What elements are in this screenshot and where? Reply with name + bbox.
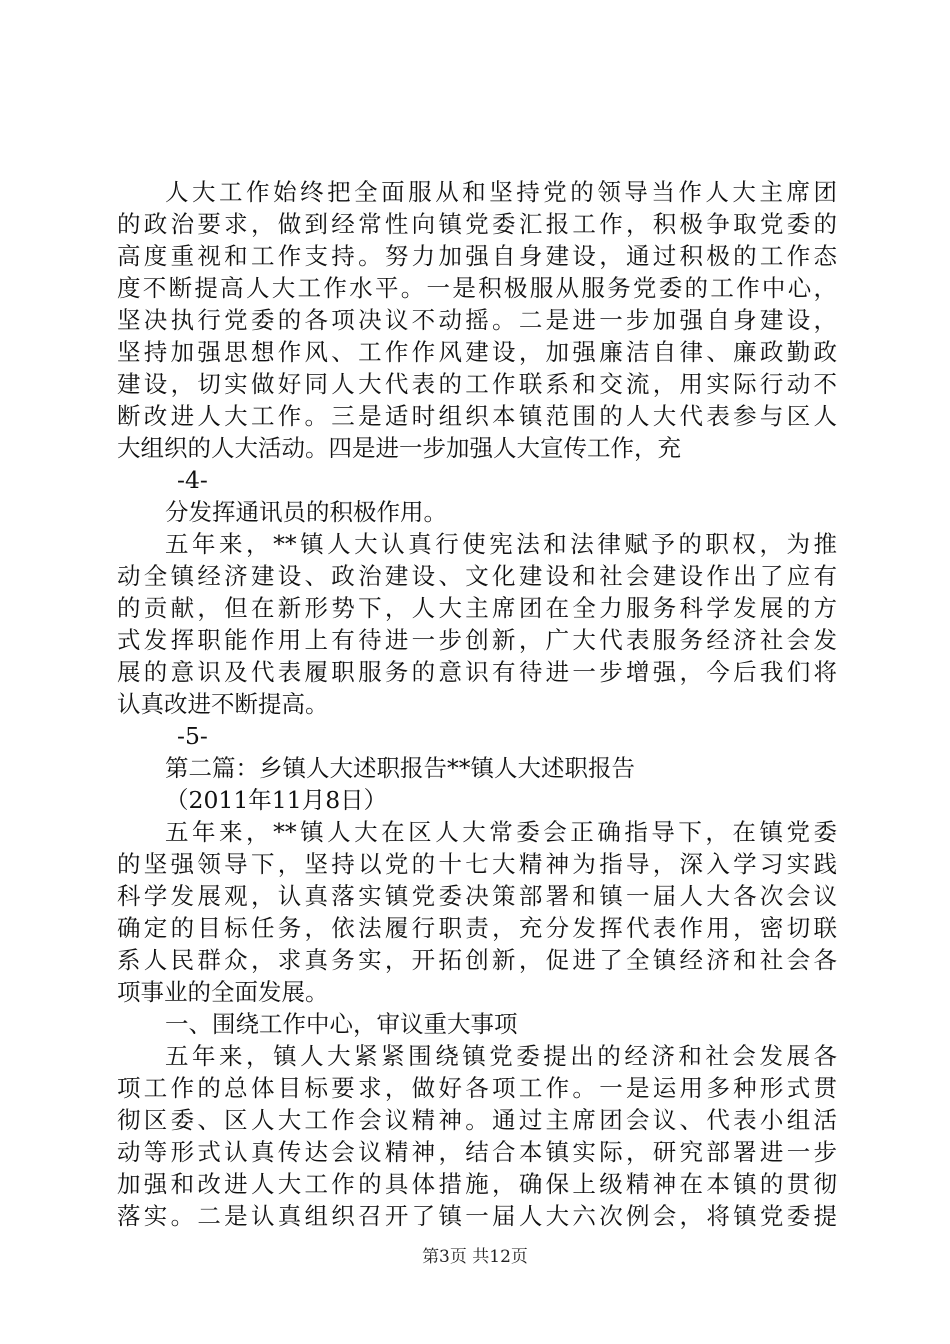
page-number-marker: -4-: [177, 466, 208, 494]
text-line: 坚决执行党委的各项决议不动摇。二是进一步加强自身建设，: [117, 306, 837, 334]
text-line: 五年来，**镇人大认真行使宪法和法律赋予的职权，为推: [165, 530, 837, 558]
text-line: 分发挥通讯员的积极作用。: [165, 498, 447, 526]
text-line: 人大工作始终把全面服从和坚持党的领导当作人大主席团: [165, 178, 837, 206]
text-line: 认真改进不断提高。: [117, 690, 329, 718]
text-line: 五年来，**镇人大在区人大常委会正确指导下，在镇党委: [165, 818, 837, 846]
text-line: 坚持加强思想作风、工作作风建设，加强廉洁自律、廉政勤政: [117, 338, 837, 366]
text-line: 的贡献，但在新形势下，人大主席团在全力服务科学发展的方: [117, 594, 837, 622]
text-line: 动等形式认真传达会议精神，结合本镇实际，研究部署进一步: [117, 1138, 837, 1166]
text-line: （2011年11月8日）: [165, 786, 388, 814]
text-line: 动全镇经济建设、政治建设、文化建设和社会建设作出了应有: [117, 562, 837, 590]
text-line: 高度重视和工作支持。努力加强自身建设，通过积极的工作态: [117, 242, 837, 270]
text-line: 式发挥职能作用上有待进一步创新，广大代表服务经济社会发: [117, 626, 837, 654]
text-line: 加强和改进人大工作的具体措施，确保上级精神在本镇的贯彻: [117, 1170, 837, 1198]
text-line: 项事业的全面发展。: [117, 978, 329, 1006]
text-line: 的坚强领导下，坚持以党的十七大精神为指导，深入学习实践: [117, 850, 837, 878]
document-body: [117, 176, 837, 1232]
text-line: 断改进人大工作。三是适时组织本镇范围的人大代表参与区人: [117, 402, 837, 430]
text-line: 建设，切实做好同人大代表的工作联系和交流，用实际行动不: [117, 370, 837, 398]
text-line: 第二篇：乡镇人大述职报告**镇人大述职报告: [165, 754, 635, 782]
text-line: 彻区委、区人大工作会议精神。通过主席团会议、代表小组活: [117, 1106, 837, 1134]
text-line: 大组织的人大活动。四是进一步加强人大宣传工作，充: [117, 434, 681, 462]
text-line: 科学发展观，认真落实镇党委决策部署和镇一届人大各次会议: [117, 882, 837, 910]
text-line: 落实。二是认真组织召开了镇一届人大六次例会，将镇党委提: [117, 1202, 837, 1230]
page-footer: 第3页 共12页: [422, 1247, 528, 1267]
page-number-marker: -5-: [177, 722, 208, 750]
text-line: 一、围绕工作中心，审议重大事项: [165, 1010, 518, 1038]
text-line: 系人民群众，求真务实，开拓创新，促进了全镇经济和社会各: [117, 946, 837, 974]
text-line: 五年来，镇人大紧紧围绕镇党委提出的经济和社会发展各: [165, 1042, 837, 1070]
text-line: 度不断提高人大工作水平。一是积极服从服务党委的工作中心，: [117, 274, 837, 302]
text-line: 确定的目标任务，依法履行职责，充分发挥代表作用，密切联: [117, 914, 837, 942]
text-line: 项工作的总体目标要求，做好各项工作。一是运用多种形式贯: [117, 1074, 837, 1102]
text-line: 展的意识及代表履职服务的意识有待进一步增强，今后我们将: [117, 658, 837, 686]
text-line: 的政治要求，做到经常性向镇党委汇报工作，积极争取党委的: [117, 210, 837, 238]
